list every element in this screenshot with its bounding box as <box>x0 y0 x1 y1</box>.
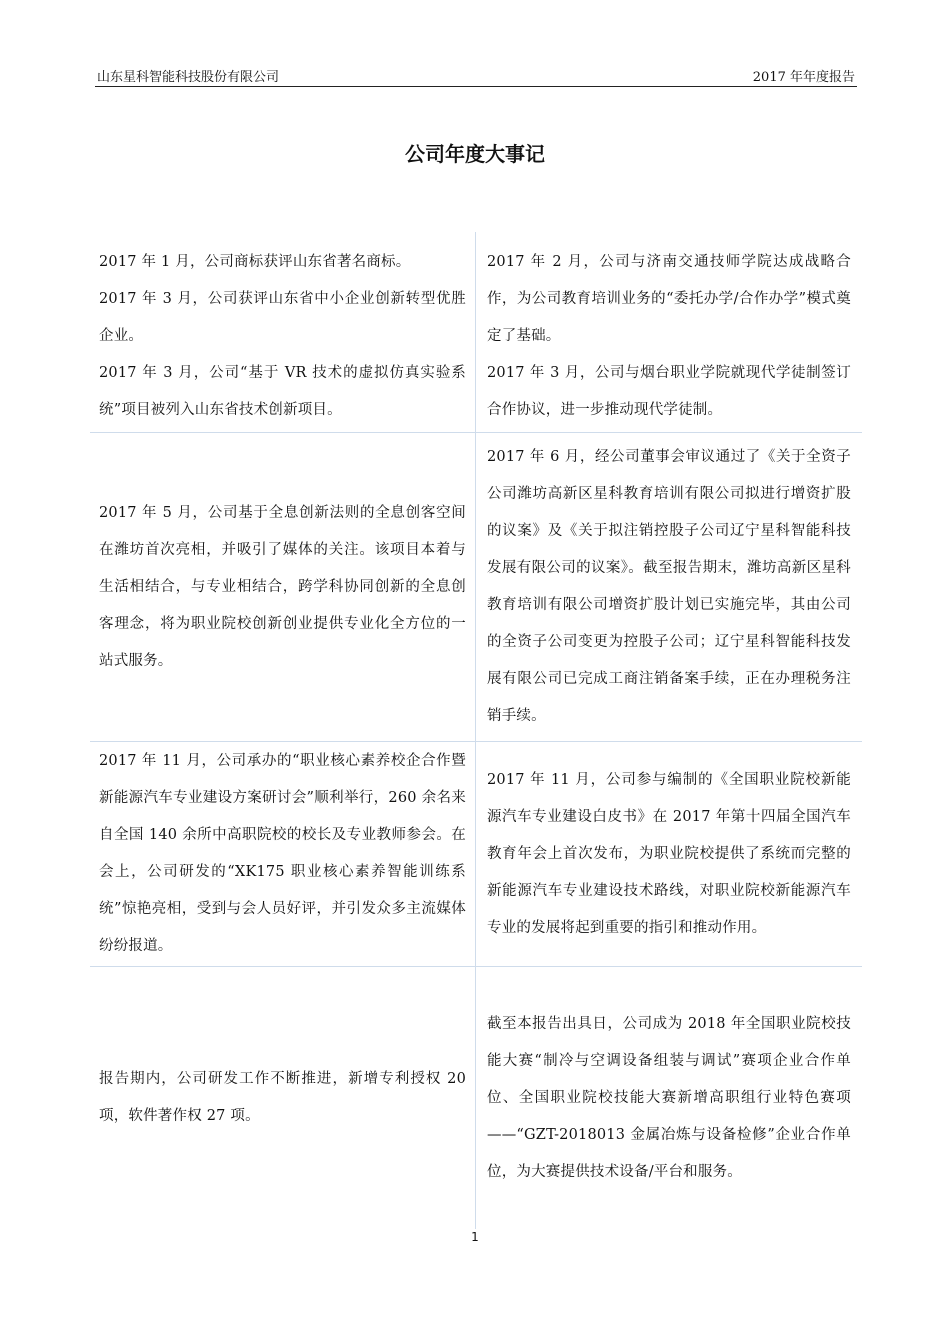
events-table <box>90 232 862 1229</box>
header-report-title: 2017 年年度报告 <box>752 70 855 85</box>
page-header <box>95 62 857 87</box>
event-item: 2017 年 1 月，公司商标获评山东省著名商标。 <box>99 254 411 270</box>
event-item: 2017 年 5 月，公司基于全息创新法则的全息创客空间在潍坊首次亮相，并吸引了媒体的关注。该项目本着与生活相结合，与专业相结合，跨学科协同创新的全息创客理念，将为职业院校创新创业提供专业化全方位的一站式服务。 <box>99 504 466 669</box>
events-cell-left <box>90 967 475 1229</box>
event-item: 2017 年 6 月，经公司董事会审议通过了《关于全资子公司潍坊高新区星科教育培训有限公司拟进行增资扩股的议案》及《关于拟注销控股子公司辽宁星科智能科技发展有限公司的议案》。截至报告期末，潍坊高新区星科教育培训有限公司增资扩股计划已实施完毕，其由公司的全资子公司变更为控股子公司；辽宁星科智能科技发展有限公司已完成工商注销备案手续，正在办理税务注销手续。 <box>487 449 851 724</box>
event-item: 2017 年 11 月，公司承办的“职业核心素养校企合作暨新能源汽车专业建设方案研讨会”顺利举行，260 余名来自全国 140 余所中高职院校的校长及专业教师参会。在会上，公司研发的“XK175 职业核心素养智能训练系统”惊艳亮相，受到与会人员好评，并引发众多主流媒体纷纷报道。 <box>99 753 466 954</box>
events-cell-right <box>475 967 860 1229</box>
events-cell-left <box>90 433 475 741</box>
events-row <box>90 433 862 742</box>
event-item: 2017 年 3 月，公司“基于 VR 技术的虚拟仿真实验系统”项目被列入山东省技术创新项目。 <box>99 365 466 418</box>
event-item: 截至本报告出具日，公司成为 2018 年全国职业院校技能大赛“制冷与空调设备组装与调试”赛项企业合作单位、全国职业院校技能大赛新增高职组行业特色赛项——“GZT-2018013 金属冶炼与设备检修”企业合作单位，为大赛提供技术设备/平台和服务。 <box>487 1015 851 1180</box>
events-cell-right <box>475 433 860 741</box>
events-cell-left <box>90 742 475 966</box>
event-item: 2017 年 2 月，公司与济南交通技师学院达成战略合作，为公司教育培训业务的“委托办学/合作办学”模式奠定了基础。 <box>487 254 851 344</box>
event-item: 报告期内，公司研发工作不断推进，新增专利授权 20 项，软件著作权 27 项。 <box>99 1071 466 1124</box>
events-cell-right <box>475 742 860 966</box>
page-title: 公司年度大事记 <box>405 142 545 166</box>
event-item: 2017 年 11 月，公司参与编制的《全国职业院校新能源汽车专业建设白皮书》在 2017 年第十四届全国汽车教育年会上首次发布，为职业院校提供了系统而完整的新能源汽车专业建设技术路线，对职业院校新能源汽车专业的发展将起到重要的指引和推动作用。 <box>487 771 851 936</box>
events-row <box>90 967 862 1229</box>
events-cell-right <box>475 232 860 432</box>
event-item: 2017 年 3 月，公司获评山东省中小企业创新转型优胜企业。 <box>99 291 466 344</box>
page-number: 1 <box>471 1230 479 1244</box>
events-row <box>90 232 862 433</box>
event-item: 2017 年 3 月，公司与烟台职业学院就现代学徒制签订合作协议，进一步推动现代学徒制。 <box>487 365 851 418</box>
header-company-name: 山东星科智能科技股份有限公司 <box>97 70 280 85</box>
events-cell-left <box>90 232 475 432</box>
events-row <box>90 742 862 967</box>
